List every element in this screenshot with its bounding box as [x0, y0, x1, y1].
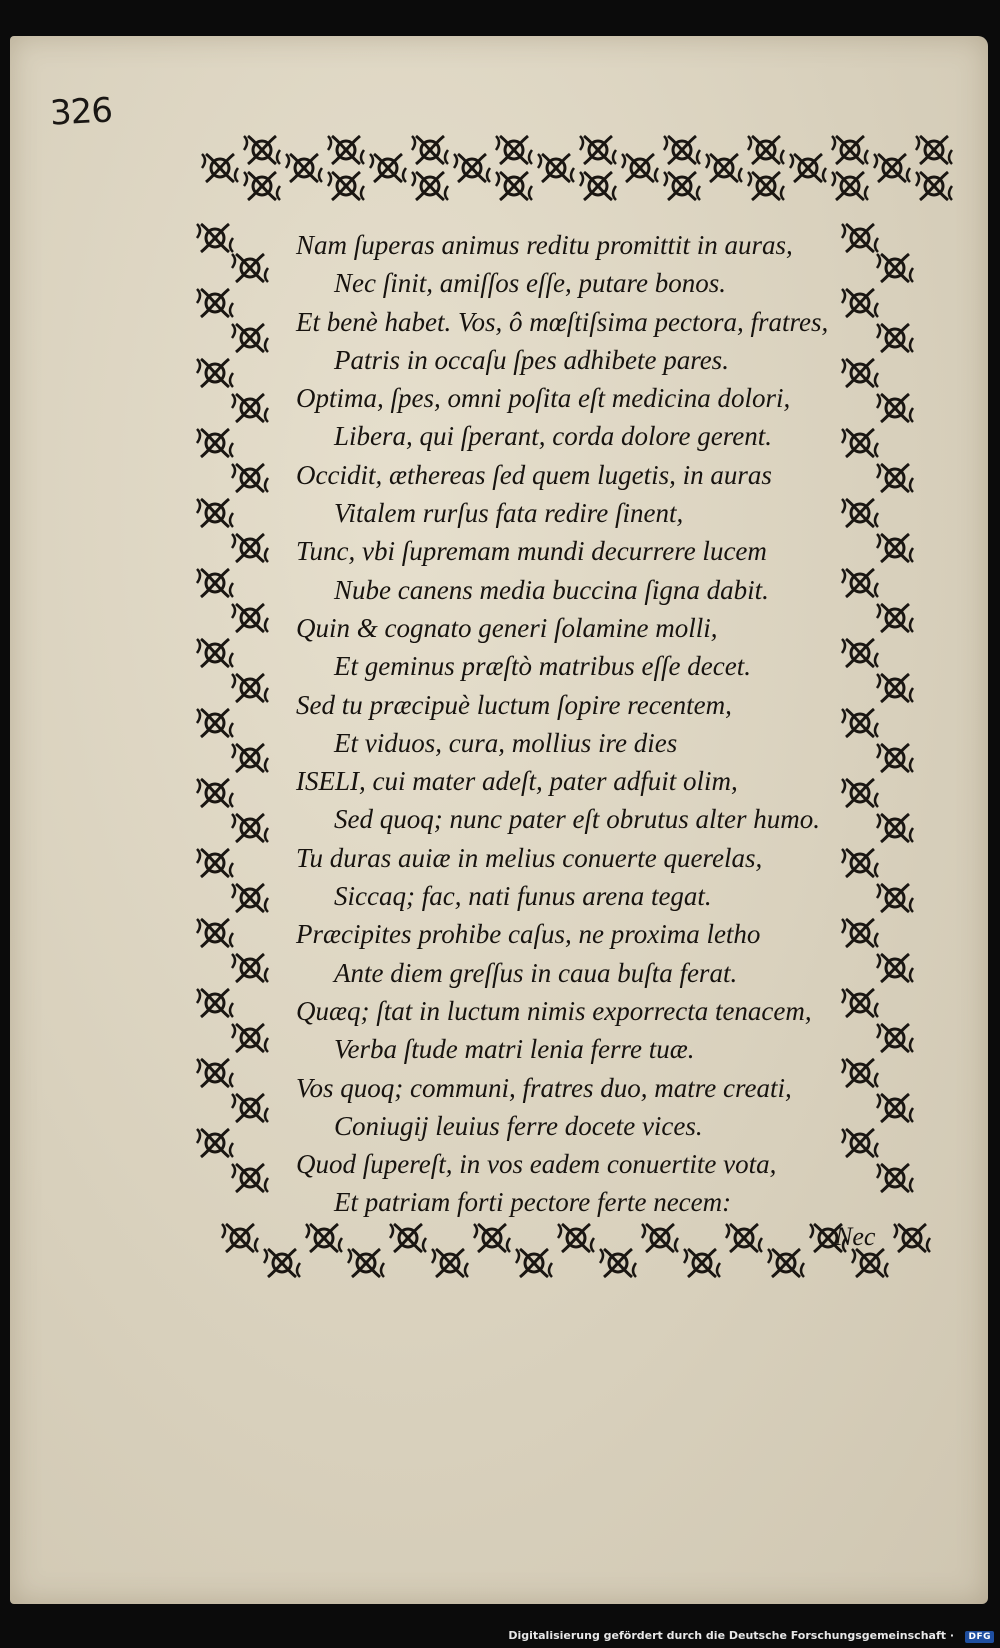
verse-line: Vos quoq; communi, fratres duo, matre creati,: [296, 1072, 792, 1103]
verse-line: Præcipites prohibe caſus, ne proxima letho: [296, 919, 761, 950]
catchword: Nec: [835, 1222, 876, 1251]
verse-line: Verba ſtude matri lenia ferre tuæ.: [334, 1034, 695, 1065]
verse-line: Ante diem greſſus in caua buſta ferat.: [334, 957, 738, 988]
verse-line: Tu duras auiæ in melius conuerte querelas,: [296, 842, 763, 873]
verse-line: Occidit, æthereas ſed quem lugetis, in auras: [296, 459, 772, 490]
verse-line: Patris in occaſu ſpes adhibete pares.: [334, 344, 729, 375]
verse-line: Coniugij leuius ferre docete vices.: [334, 1110, 703, 1141]
verse-line: Tunc, vbi ſupremam mundi decurrere lucem: [296, 536, 767, 567]
verse-line: Sed tu præcipuè luctum ſopire recentem,: [296, 689, 732, 720]
dfg-logo: DFG: [965, 1631, 994, 1643]
verse-line: Siccaq; fac, nati funus arena tegat.: [334, 881, 712, 912]
verse-line: Et geminus præſtò matribus eſſe decet.: [334, 651, 751, 682]
verse-line: Vitalem rurſus fata redire ſinent,: [334, 498, 684, 529]
verse-line: Sed quoq; nunc pater eſt obrutus alter humo.: [334, 804, 820, 835]
digitization-credit: Digitalisierung gefördert durch die Deutsche Forschungsgemeinschaft ·: [508, 1629, 954, 1642]
verse-line: ISELI, cui mater adeſt, pater adfuit olim,: [296, 766, 738, 797]
page-number: 326: [48, 90, 113, 134]
verse-line: Et viduos, cura, mollius ire dies: [334, 727, 678, 758]
verse-line: Quin & cognato generi ſolamine molli,: [296, 612, 718, 643]
verse-text-block: [296, 226, 896, 1222]
verse-line: Libera, qui ſperant, corda dolore gerent.: [334, 421, 772, 452]
verse-line: Nam ſuperas animus reditu promittit in auras,: [296, 230, 793, 260]
verse-line: Quod ſupereſt, in vos eadem conuertite vota,: [296, 1149, 777, 1180]
verse-line: Et patriam forti pectore ferte necem:: [334, 1187, 732, 1218]
verse-line: Optima, ſpes, omni poſita eſt medicina dolori,: [296, 383, 791, 414]
verse-line: Quæq; ſtat in luctum nimis exporrecta tenacem,: [296, 995, 812, 1026]
verse-line: Et benè habet. Vos, ô mœſtiſsima pectora, fratres,: [296, 306, 829, 337]
verse-line: Nube canens media buccina ſigna dabit.: [334, 574, 769, 605]
verse-line: Nec ſinit, amiſſos eſſe, putare bonos.: [334, 268, 726, 299]
